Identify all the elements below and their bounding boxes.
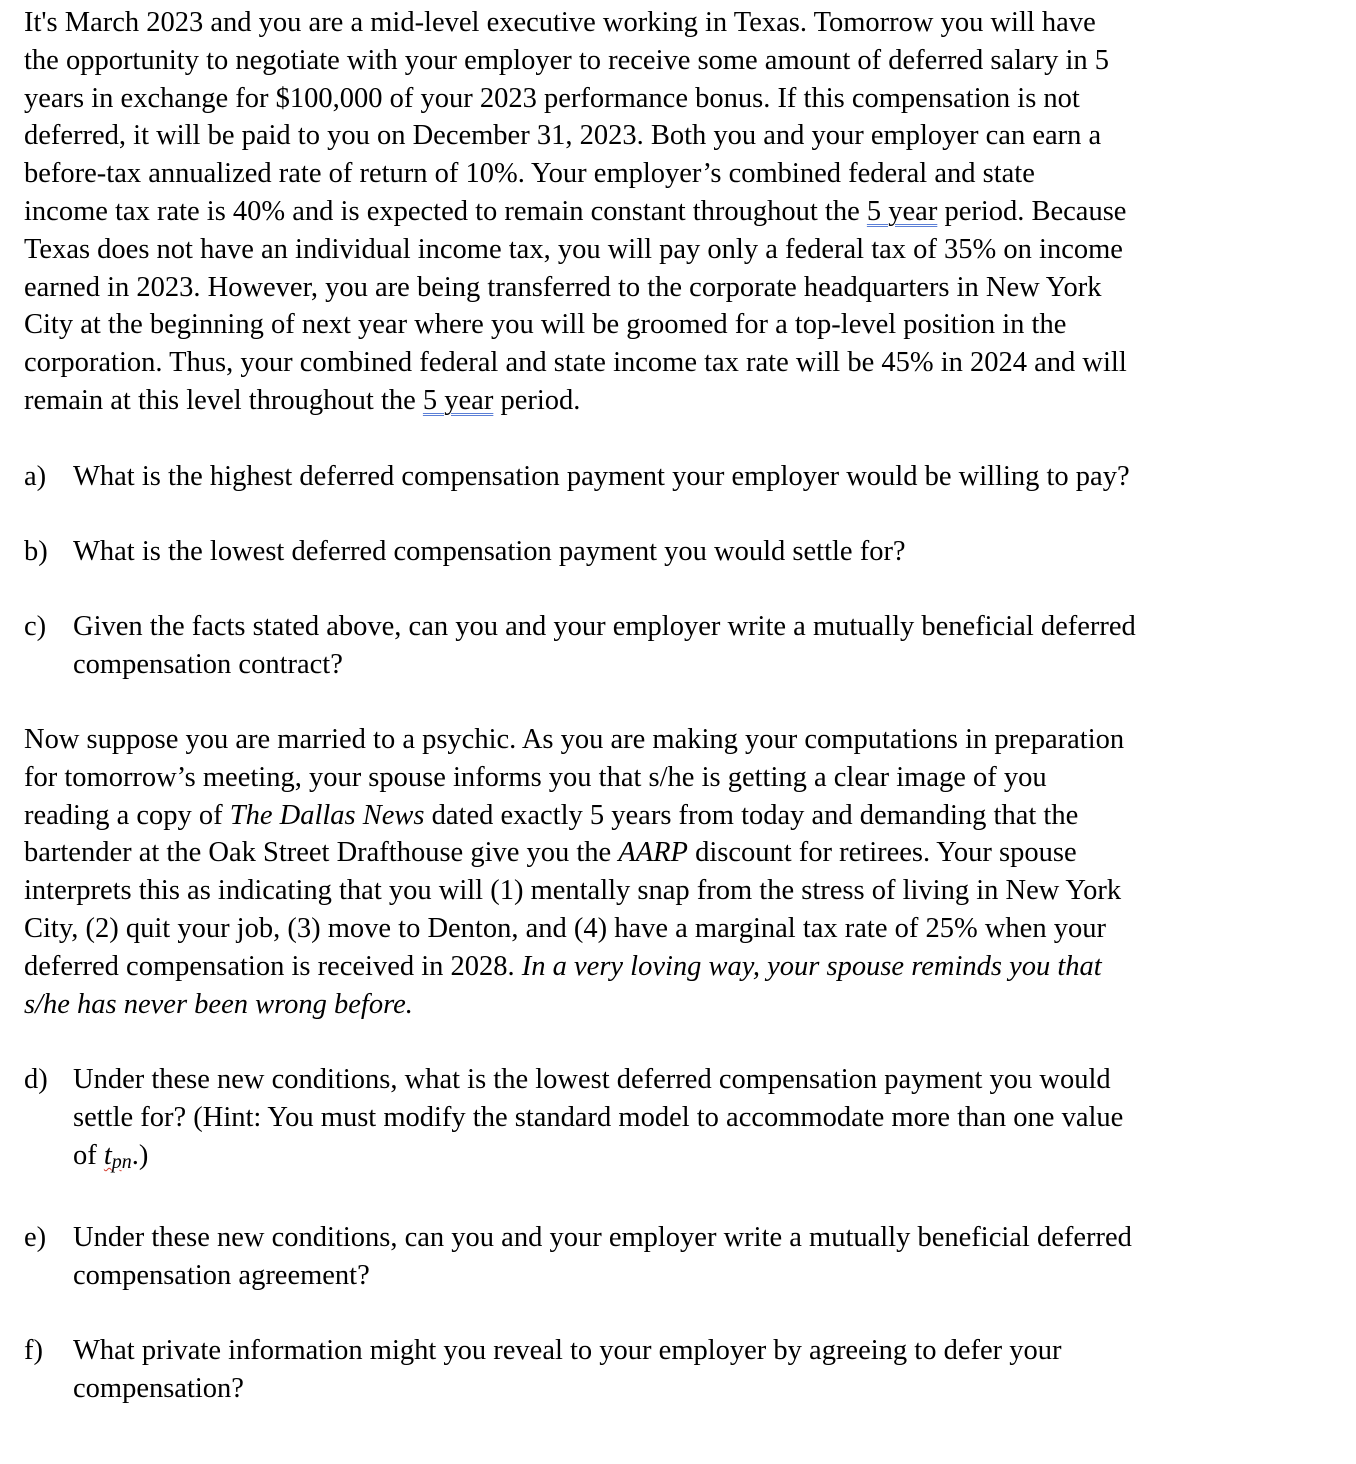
five-year-underlined: 5 year [422, 384, 494, 416]
intro-line: corporation. Thus, your combined federal and state income tax rate will be 45% in 2024 and will [24, 347, 1127, 379]
psychic-line: Now suppose you are married to a psychic. As you are making your computations in preparation [24, 723, 1125, 755]
psychic-text: bartender at the Oak Street Drafthouse give you the [24, 837, 619, 869]
psychic-text: deferred compensation is received in 2028. [24, 950, 522, 982]
question-line: Under these new conditions, what is the lowest deferred compensation payment you would [73, 1064, 1111, 1096]
psychic-paragraph [24, 721, 1314, 1023]
question-f [24, 1332, 1314, 1408]
question-a [24, 458, 1314, 496]
intro-line: City at the beginning of next year where you will be groomed for a top-level position in the [24, 309, 1067, 341]
question-label: b) [24, 535, 48, 567]
question-text: What is the lowest deferred compensation payment you would settle for? [73, 535, 906, 567]
psychic-line: interprets this as indicating that you will (1) mentally snap from the stress of living in New York [24, 875, 1122, 907]
question-line: compensation? [73, 1373, 244, 1405]
intro-paragraph [24, 4, 1314, 420]
psychic-line [24, 834, 1314, 872]
psychic-line [24, 797, 1314, 835]
question-text [73, 1332, 1314, 1408]
question-line [73, 1137, 1314, 1182]
document-page [24, 0, 1314, 1408]
question-d [24, 1061, 1314, 1181]
intro-text: remain at this level throughout the [24, 384, 423, 416]
question-line: What private information might you reveal to your employer by agreeing to defer your [73, 1335, 1062, 1367]
question-text: What is the highest deferred compensation payment your employer would be willing to pay? [73, 460, 1130, 492]
intro-line [24, 193, 1314, 231]
intro-text: period. Because [937, 195, 1127, 227]
question-line: Under these new conditions, can you and your employer write a mutually beneficial deferred [73, 1221, 1132, 1253]
psychic-line: City, (2) quit your job, (3) move to Denton, and (4) have a marginal tax rate of 25% when your [24, 912, 1106, 944]
question-text [73, 608, 1314, 684]
intro-line: the opportunity to negotiate with your employer to receive some amount of deferred salary in 5 [24, 44, 1110, 76]
question-b [24, 533, 1314, 571]
intro-line [24, 382, 1314, 420]
question-text [73, 1219, 1314, 1295]
intro-line: Texas does not have an individual income tax, you will pay only a federal tax of 35% on income [24, 233, 1123, 265]
intro-line: years in exchange for $100,000 of your 2023 performance bonus. If this compensation is not [24, 82, 1080, 114]
question-label: f) [24, 1335, 43, 1367]
intro-line: deferred, it will be paid to you on December 31, 2023. Both you and your employer can earn a [24, 120, 1102, 152]
pn-subscript: pn [111, 1150, 132, 1173]
intro-text: income tax rate is 40% and is expected to remain constant throughout the [24, 195, 867, 227]
question-text-part: of [73, 1139, 104, 1171]
psychic-text: reading a copy of [24, 799, 230, 831]
question-label: d) [24, 1064, 48, 1096]
question-label: c) [24, 611, 47, 643]
intro-line: before-tax annualized rate of return of 10%. Your employer’s combined federal and state [24, 158, 1035, 190]
intro-line: earned in 2023. However, you are being transferred to the corporate headquarters in New York [24, 271, 1102, 303]
question-text [73, 1061, 1314, 1181]
psychic-text: discount for retirees. Your spouse [687, 837, 1077, 869]
question-label: e) [24, 1221, 47, 1253]
psychic-text: dated exactly 5 years from today and demanding that the [424, 799, 1079, 831]
newspaper-title: The Dallas News [229, 799, 425, 831]
question-line: compensation agreement? [73, 1259, 370, 1291]
question-line: Given the facts stated above, can you and your employer write a mutually beneficial deferred [73, 611, 1136, 643]
psychic-italic: In a very loving way, your spouse reminds you that [521, 950, 1102, 982]
psychic-line [24, 948, 1314, 986]
question-line: compensation contract? [73, 649, 343, 681]
question-e [24, 1219, 1314, 1295]
question-text-part: .) [131, 1139, 149, 1171]
psychic-line [24, 986, 1314, 1024]
question-label: a) [24, 460, 47, 492]
intro-line: It's March 2023 and you are a mid-level executive working in Texas. Tomorrow you will have [24, 7, 1096, 38]
psychic-italic: s/he has never been wrong before. [24, 988, 413, 1020]
question-c [24, 608, 1314, 684]
t-variable: t [103, 1139, 112, 1171]
question-line: settle for? (Hint: You must modify the standard model to accommodate more than one value [73, 1102, 1124, 1134]
psychic-line: for tomorrow’s meeting, your spouse informs you that s/he is getting a clear image of you [24, 761, 1047, 793]
five-year-underlined: 5 year [866, 195, 938, 227]
aarp-italic: AARP [618, 837, 688, 869]
t-pn-symbol [104, 1140, 132, 1171]
intro-text: period. [493, 384, 581, 416]
